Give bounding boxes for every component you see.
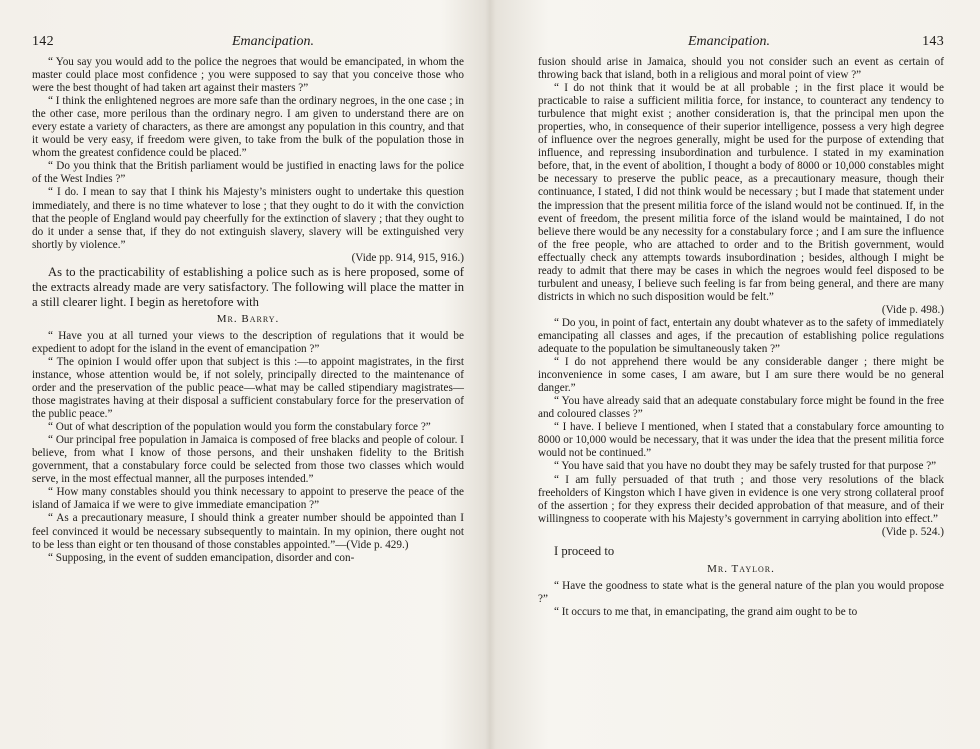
author-paragraph: I proceed to xyxy=(554,543,615,558)
testimony-paragraph: “ I have. I believe I mentioned, when I stated that a constabulary force amounting to 8000 or 10,000 would be necessary, that it was under the idea that the present militia force would not be continued.” xyxy=(538,421,944,460)
testimony-paragraph: “ Out of what description of the population would you form the constabulary force ?” xyxy=(48,421,431,434)
right-page-body xyxy=(538,56,944,619)
testimony-paragraph: “ You have already said that an adequate constabulary force might be found in the free and coloured classes ?” xyxy=(538,395,944,421)
vide-reference: (Vide pp. 914, 915, 916.) xyxy=(351,251,464,264)
testimony-paragraph: “ As a precautionary measure, I should think a greater number should be appointed than I feel convinced it would be necessary subsequently to maintain. In my opinion, there ought not to be less than eight or ten thousand of those constables appointed.”—(Vide p. 429.) xyxy=(32,512,464,551)
testimony-paragraph: “ Do you, in point of fact, entertain any doubt whatever as to the safety of immediately emancipating all classes and ages, if the precaution of establishing police regulations adequate to the population be simultaneously taken ?” xyxy=(538,316,944,356)
right-page xyxy=(490,0,980,749)
testimony-paragraph: “ It occurs to me that, in emancipating, the grand aim ought to be to xyxy=(554,605,858,618)
testimony-paragraph: “ Supposing, in the event of sudden emancipation, disorder and con- xyxy=(48,551,355,564)
testimony-paragraph: “ You have said that you have no doubt they may be safely trusted for that purpose ?” xyxy=(554,460,937,473)
continued-paragraph: fusion should arise in Jamaica, should you not consider such an event as certain of throwing back that island, both in a religious and moral point of view ?” xyxy=(538,56,944,82)
testimony-paragraph: “ The opinion I would offer upon that subject is this :—to appoint magistrates, in the first instance, whose attention would be, if not solely, principally directed to the maintenance of order and the preservation of the public peace—what may be called stipendiary magistrates—those magistrates having at their disposal a sufficient constabulary force for the preservation of the public peace.” xyxy=(32,355,464,421)
vide-reference: (Vide p. 524.) xyxy=(881,525,944,538)
testimony-paragraph: “ I do. I mean to say that I think his Majesty’s ministers ought to undertake this question immediately, and there is no time whatever to lose ; that they ought to do it with the conviction that the people of England would pay cheerfully for the extinction of slavery ; that they ought to do it under a sense that, if they do not extinguish slavery, slavery will be extinguished very shortly by violence.” xyxy=(32,186,464,251)
testimony-paragraph: “ You say you would add to the police the negroes that would be emancipated, in whom the master could place most confidence ; you were supposed to say that you conceive those who were the best thought of had taken art against their masters ?” xyxy=(32,56,464,95)
right-page-number: 143 xyxy=(922,34,944,49)
testimony-paragraph: “ I think the enlightened negroes are more safe than the ordinary negroes, in the one case ; in the other case, more perilous than the ordinary negro. I am given to understand there are on every estate a variety of characters, as there are amongst any population in this country, and that it would be very easy, if freedom were given, to take from the bulk of the population those in whom the greatest confidence could be placed.” xyxy=(32,95,464,160)
testimony-paragraph: “ I do not think that it would be at all probable ; in the first place it would be practicable to raise a sufficient militia force, for instance, to counteract any tendency to turbulence that might exist ; another consideration is, that the principal men upon the properties, who, in consequence of their superior intelligence, possess a very high degree of influence over the negroes generally, might be used for the purpose of extending that influence, and repressing insubordination and turbulence. I stated in my examination before, that, in the event of abolition, I thought a body of 8000 or 10,000 constables might be necessary to preserve the public peace, as a precautionary measure, though their continuance, I stated, I did not think would be necessary ; but I made that statement under the impression that the present militia force of the island would not be continued. If, in the event of freedom, the present militia force of the island would be maintained, I do not believe there would be any necessity for a constabulary force ; and I am sure the influence of the free people, who are attached to order and to the British government, would effectually check any attempts towards insubordination ; besides, although I might be ready to admit that there may be cases in which the negroes would feel disposed to be turbulent and uneasy, I believe such feeling is far from being general, and there are many districts in which no such disposition would be felt.” xyxy=(538,82,944,303)
witness-heading: Mr. Barry. xyxy=(216,312,280,325)
testimony-paragraph: “ Do you think that the British parliament would be justified in enacting laws for the police of the West Indies ?” xyxy=(32,160,464,186)
left-running-head xyxy=(32,34,464,50)
vide-reference: (Vide p. 498.) xyxy=(881,303,944,316)
left-running-title: Emancipation. xyxy=(231,34,314,49)
testimony-paragraph: “ Have the goodness to state what is the general nature of the plan you would propose ?” xyxy=(538,579,944,605)
author-paragraph: As to the practicability of establishing a police such as is here proposed, some of the extracts already made are very satisfactory. The following will place the matter in a still clearer light. I begin as heretofore with xyxy=(32,264,464,309)
testimony-paragraph: “ I am fully persuaded of that truth ; and those very resolutions of the black freeholders of Kingston which I have given in evidence is one very strong collateral proof of the assertion ; for they express their decided approbation of that measure, and of their willingness to cooperate with his Majesty’s government in carrying abolition into effect.” xyxy=(538,473,944,525)
witness-heading: Mr. Taylor. xyxy=(707,562,775,575)
right-running-title: Emancipation. xyxy=(688,34,771,49)
testimony-paragraph: “ Our principal free population in Jamaica is composed of free blacks and people of colour. I believe, from what I know of those persons, and their unshaken fidelity to the British government, that a constabulary force could be selected from those two classes which would serve, in the most effectual manner, all the purposes intended.” xyxy=(32,434,464,486)
left-page-body xyxy=(32,56,464,565)
testimony-paragraph: “ How many constables should you think necessary to appoint to preserve the peace of the island of Jamaica if we were to give immediate emancipation ?” xyxy=(32,486,464,512)
testimony-paragraph: “ Have you at all turned your views to the description of regulations that it would be expedient to adopt for the island in the event of emancipation ?” xyxy=(32,329,464,355)
right-running-head xyxy=(538,34,944,50)
testimony-paragraph: “ I do not apprehend there would be any considerable danger ; there might be inconvenience in some cases, I am aware, but I am sure there would be no general danger.” xyxy=(538,356,944,395)
left-page-number: 142 xyxy=(32,34,54,49)
